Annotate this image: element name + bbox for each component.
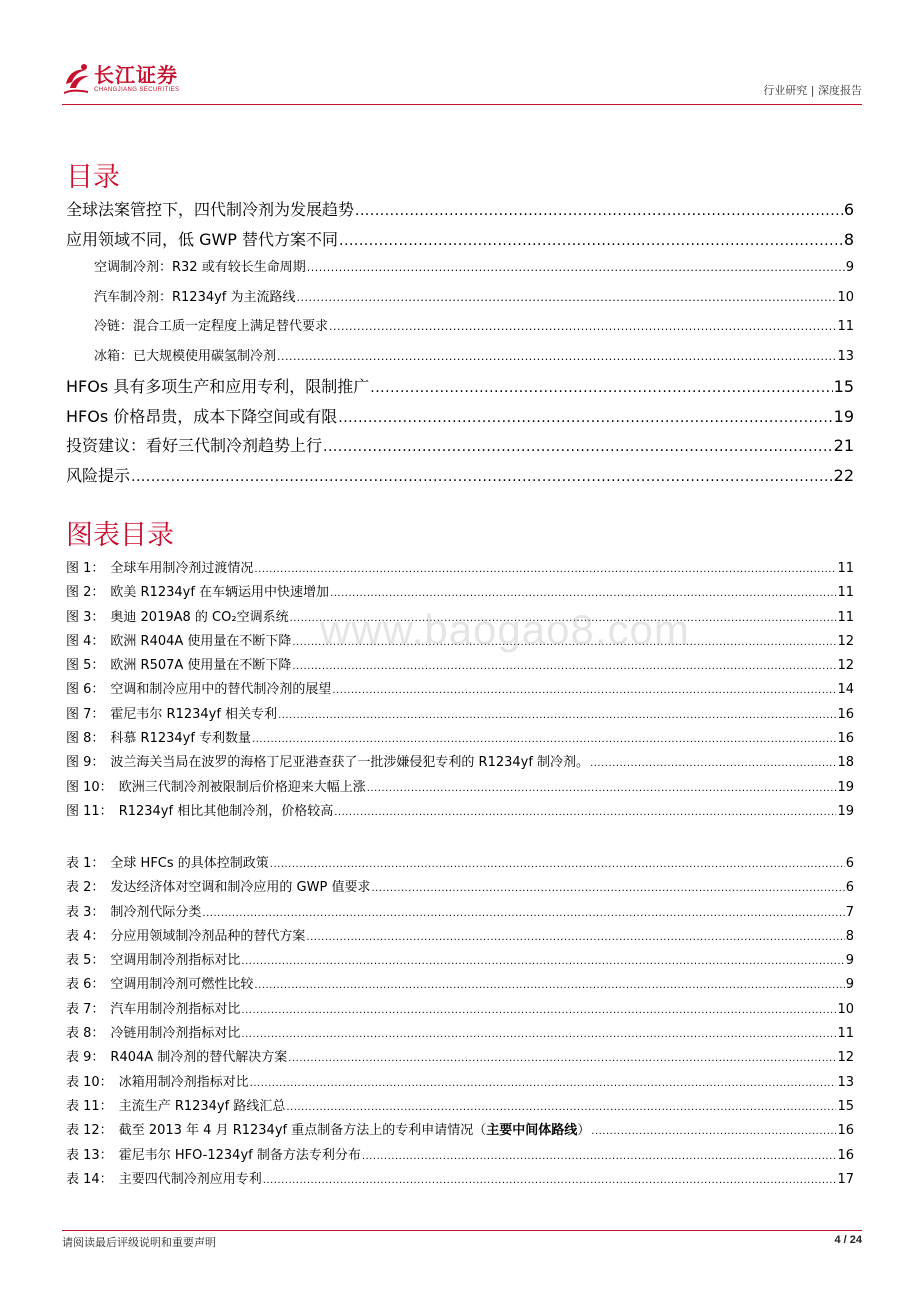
toc-entry-page: 6 xyxy=(843,200,854,219)
dot-leader xyxy=(254,977,844,992)
changjiang-logo-icon xyxy=(62,62,92,96)
chart-list xyxy=(66,557,854,824)
toc-entry-page: 10 xyxy=(837,289,854,305)
dot-leader xyxy=(290,610,837,625)
dot-leader xyxy=(292,658,836,673)
page-header xyxy=(62,62,862,104)
dot-leader xyxy=(277,349,836,364)
entry-label xyxy=(66,678,331,697)
dot-leader xyxy=(241,1026,836,1041)
entry-title: 科慕 R1234yf 专利数量 xyxy=(110,731,252,747)
entry-label xyxy=(66,1046,287,1065)
logo-chinese-name: 长江证券 xyxy=(94,63,178,87)
toc-entry[interactable] xyxy=(66,404,854,434)
toc-entry[interactable] xyxy=(66,256,854,286)
toc-entry-label: HFOs 价格昂贵，成本下降空间或有限 xyxy=(66,406,338,426)
dot-leader xyxy=(252,731,836,746)
chart-entry[interactable] xyxy=(66,581,854,605)
entry-label xyxy=(66,1119,590,1138)
entry-page: 11 xyxy=(837,609,854,625)
toc-entry-page: 8 xyxy=(843,229,854,249)
toc-entry-label: 冰箱：已大规模使用碳氢制冷剂 xyxy=(94,348,277,364)
toc-title: 目录 xyxy=(66,162,120,193)
toc-entry-label: 空调制冷剂：R32 或有较长生命周期 xyxy=(94,260,306,275)
toc-entry-label: 应用领域不同，低 GWP 替代方案不同 xyxy=(66,229,339,249)
entry-title: 欧洲 R507A 使用量在不断下降 xyxy=(110,658,292,674)
entry-page: 15 xyxy=(837,1098,854,1114)
entry-title: 欧洲三代制冷剂被限制后价格迎来大幅上涨 xyxy=(118,779,366,795)
entry-prefix: 图 2： xyxy=(66,585,105,601)
entry-prefix: 图 1： xyxy=(66,561,105,576)
entry-label xyxy=(66,630,291,649)
entry-page: 17 xyxy=(837,1171,854,1187)
entry-prefix: 表 12： xyxy=(66,1123,113,1139)
entry-title: 主要四代制冷剂应用专利 xyxy=(118,1171,262,1187)
dot-leader xyxy=(278,707,836,722)
entry-prefix: 图 9： xyxy=(66,755,105,771)
dot-leader xyxy=(339,230,843,249)
chart-entry[interactable] xyxy=(66,703,854,727)
disclaimer-note: 请阅读最后评级说明和重要声明 xyxy=(62,1236,216,1249)
entry-label xyxy=(66,973,253,992)
entry-page: 18 xyxy=(837,755,854,771)
toc-entry-page: 9 xyxy=(845,260,854,275)
dot-leader xyxy=(286,1099,836,1114)
chart-entry[interactable] xyxy=(66,606,854,630)
dot-leader xyxy=(250,1075,837,1090)
entry-page: 12 xyxy=(837,658,854,674)
dot-leader xyxy=(307,260,845,275)
dot-leader xyxy=(334,804,836,819)
entry-page: 11 xyxy=(837,1026,854,1042)
toc-entry[interactable] xyxy=(66,286,854,316)
entry-label xyxy=(66,800,333,819)
chart-entry[interactable] xyxy=(66,630,854,654)
entry-page: 8 xyxy=(845,928,854,944)
entry-page: 14 xyxy=(837,682,854,698)
table-entry[interactable] xyxy=(66,1168,854,1192)
entry-page: 12 xyxy=(837,1050,854,1066)
toc-entry[interactable] xyxy=(66,463,854,493)
entry-prefix: 图 11： xyxy=(66,803,113,819)
entry-title: R404A 制冷剂的替代解决方案 xyxy=(110,1050,288,1066)
entry-label xyxy=(66,852,269,871)
dot-leader xyxy=(370,377,832,396)
entry-title: 空调用制冷剂可燃性比较 xyxy=(110,977,254,993)
table-entry[interactable] xyxy=(66,901,854,925)
company-logo xyxy=(62,62,179,96)
entry-label xyxy=(66,654,291,673)
entry-prefix: 图 8： xyxy=(66,731,105,747)
toc-entry[interactable] xyxy=(66,315,854,345)
dot-leader xyxy=(254,561,836,576)
entry-title: 截至 2013 年 4 月 R1234yf 重点制备方法上的专利申请情况（ xyxy=(118,1123,487,1139)
entry-title-tail: ） xyxy=(577,1123,591,1139)
entry-title: R1234yf 相比其他制冷剂，价格较高 xyxy=(118,803,334,819)
table-of-contents xyxy=(66,197,854,492)
dot-leader xyxy=(263,1172,837,1187)
entry-title: 霍尼韦尔 HFO-1234yf 制备方法专利分布 xyxy=(118,1147,361,1163)
entry-title: 欧美 R1234yf 在车辆运用中快速增加 xyxy=(110,585,330,601)
toc-entry-page: 19 xyxy=(833,406,854,426)
toc-entry-page: 13 xyxy=(837,348,854,364)
toc-entry-page: 11 xyxy=(837,319,854,334)
logo-english-name: CHANGJIANG SECURITIES xyxy=(94,87,180,93)
toc-entry-label: 风险提示 xyxy=(66,465,131,485)
entry-page: 19 xyxy=(837,779,854,795)
entry-label xyxy=(66,876,370,895)
table-entry[interactable] xyxy=(66,1119,854,1143)
entry-title: 冰箱用制冷剂指标对比 xyxy=(118,1074,249,1090)
dot-leader xyxy=(131,466,833,485)
entry-prefix: 表 2： xyxy=(66,880,105,896)
entry-page: 11 xyxy=(837,585,854,601)
entry-page: 6 xyxy=(845,880,854,896)
toc-entry-label: HFOs 具有多项生产和应用专利，限制推广 xyxy=(66,377,370,396)
entry-label xyxy=(66,581,329,600)
entry-prefix: 表 4： xyxy=(66,928,105,944)
entry-title: 欧洲 R404A 使用量在不断下降 xyxy=(110,633,292,649)
entry-label xyxy=(66,1095,285,1114)
dot-leader xyxy=(332,682,836,697)
dot-leader xyxy=(323,436,833,455)
figures-title: 图表目录 xyxy=(66,520,174,551)
dot-leader xyxy=(270,856,845,871)
dot-leader xyxy=(292,634,836,649)
entry-page: 13 xyxy=(837,1074,854,1090)
toc-entry-page: 15 xyxy=(833,377,854,396)
header-divider xyxy=(62,104,862,105)
dot-leader xyxy=(355,200,843,219)
toc-entry[interactable] xyxy=(66,345,854,375)
toc-entry-label: 全球法案管控下，四代制冷剂为发展趋势 xyxy=(66,200,355,219)
entry-prefix: 表 1： xyxy=(66,856,105,871)
dot-leader xyxy=(591,1123,836,1138)
table-entry[interactable] xyxy=(66,1144,854,1168)
entry-page: 9 xyxy=(845,953,854,969)
entry-prefix: 表 13： xyxy=(66,1147,113,1163)
entry-label xyxy=(66,703,277,722)
chart-entry[interactable] xyxy=(66,751,854,775)
entry-title: 空调用制冷剂指标对比 xyxy=(110,953,241,969)
toc-entry[interactable] xyxy=(66,374,854,404)
dot-leader xyxy=(202,905,844,920)
toc-entry-label: 汽车制冷剂：R1234yf 为主流路线 xyxy=(94,289,296,305)
entry-page: 16 xyxy=(837,1123,854,1139)
entry-title: 全球 HFCs 的具体控制政策 xyxy=(110,856,269,871)
chart-entry[interactable] xyxy=(66,727,854,751)
chart-entry[interactable] xyxy=(66,776,854,800)
entry-label xyxy=(66,557,253,576)
entry-page: 12 xyxy=(837,633,854,649)
entry-title: 主流生产 R1234yf 路线汇总 xyxy=(118,1098,286,1114)
entry-page: 11 xyxy=(837,561,854,576)
table-list xyxy=(66,852,854,1192)
entry-prefix: 表 6： xyxy=(66,977,105,993)
entry-prefix: 图 5： xyxy=(66,658,105,674)
table-entry[interactable] xyxy=(66,998,854,1022)
table-entry[interactable] xyxy=(66,1046,854,1070)
dot-leader xyxy=(371,880,844,895)
entry-prefix: 图 7： xyxy=(66,706,105,722)
dot-leader xyxy=(329,319,836,334)
entry-prefix: 图 10： xyxy=(66,779,113,795)
entry-prefix: 图 4： xyxy=(66,633,105,649)
entry-title: 空调和制冷应用中的替代制冷剂的展望 xyxy=(110,682,332,698)
footer-divider xyxy=(62,1230,862,1231)
entry-title: 全球车用制冷剂过渡情况 xyxy=(110,561,254,576)
dot-leader xyxy=(241,1002,836,1017)
entry-title-bold: 主要中间体路线 xyxy=(486,1123,578,1139)
dot-leader xyxy=(241,953,844,968)
table-entry[interactable] xyxy=(66,1022,854,1046)
entry-label xyxy=(66,1071,249,1090)
entry-label xyxy=(66,751,589,770)
entry-label xyxy=(66,1144,361,1163)
entry-label xyxy=(66,925,305,944)
entry-prefix: 表 7： xyxy=(66,1001,105,1017)
toc-entry[interactable] xyxy=(66,227,854,257)
entry-page: 6 xyxy=(845,856,854,871)
entry-title: 冷链用制冷剂指标对比 xyxy=(110,1026,241,1042)
table-entry[interactable] xyxy=(66,949,854,973)
entry-page: 16 xyxy=(837,706,854,722)
table-entry[interactable] xyxy=(66,925,854,949)
entry-title: 制冷剂代际分类 xyxy=(110,904,202,920)
entry-label xyxy=(66,949,240,968)
toc-entry-label: 投资建议：看好三代制冷剂趋势上行 xyxy=(66,436,323,455)
dot-leader xyxy=(297,290,837,305)
entry-label xyxy=(66,901,201,920)
dot-leader xyxy=(590,755,836,770)
entry-title: 波兰海关当局在波罗的海格丁尼亚港查获了一批涉嫌侵犯专利的 R1234yf 制冷剂。 xyxy=(110,755,590,771)
watermark: www.baogao8.com xyxy=(320,606,690,653)
entry-prefix: 表 3： xyxy=(66,904,105,920)
table-entry[interactable] xyxy=(66,1071,854,1095)
toc-entry[interactable] xyxy=(66,433,854,463)
entry-prefix: 表 5： xyxy=(66,953,105,969)
entry-title: 汽车用制冷剂指标对比 xyxy=(110,1001,241,1017)
entry-title: 奥迪 2019A8 的 CO₂空调系统 xyxy=(110,609,289,625)
entry-prefix: 图 6： xyxy=(66,682,105,698)
entry-prefix: 表 14： xyxy=(66,1171,113,1187)
entry-prefix: 表 10： xyxy=(66,1074,113,1090)
toc-entry-page: 22 xyxy=(833,465,854,485)
table-entry[interactable] xyxy=(66,1095,854,1119)
toc-entry-label: 冷链：混合工质一定程度上满足替代要求 xyxy=(94,319,329,334)
entry-label xyxy=(66,727,251,746)
dot-leader xyxy=(288,1050,836,1065)
table-entry[interactable] xyxy=(66,876,854,900)
entry-label xyxy=(66,1168,262,1187)
dot-leader xyxy=(306,929,844,944)
entry-prefix: 图 3： xyxy=(66,609,105,625)
entry-prefix: 表 11： xyxy=(66,1098,113,1114)
toc-entry-page: 21 xyxy=(833,436,854,455)
entry-prefix: 表 8： xyxy=(66,1026,105,1042)
entry-label xyxy=(66,606,289,625)
page-indicator: 4 / 24 xyxy=(834,1234,862,1246)
chart-entry[interactable] xyxy=(66,800,854,824)
entry-page: 16 xyxy=(837,1147,854,1163)
entry-page: 10 xyxy=(837,1001,854,1017)
entry-page: 16 xyxy=(837,731,854,747)
entry-page: 19 xyxy=(837,803,854,819)
dot-leader xyxy=(367,780,837,795)
chart-entry[interactable] xyxy=(66,557,854,581)
entry-page: 7 xyxy=(845,904,854,920)
entry-label xyxy=(66,776,366,795)
chart-entry[interactable] xyxy=(66,678,854,702)
entry-label xyxy=(66,998,240,1017)
entry-label xyxy=(66,1022,240,1041)
entry-page: 9 xyxy=(845,977,854,993)
entry-title: 霍尼韦尔 R1234yf 相关专利 xyxy=(110,706,278,722)
toc-entry[interactable] xyxy=(66,197,854,227)
dot-leader xyxy=(362,1148,837,1163)
entry-title: 分应用领域制冷剂品种的替代方案 xyxy=(110,928,306,944)
entry-title: 发达经济体对空调和制冷应用的 GWP 值要求 xyxy=(110,880,371,896)
dot-leader xyxy=(338,407,832,426)
table-entry[interactable] xyxy=(66,852,854,876)
table-entry[interactable] xyxy=(66,973,854,997)
dot-leader xyxy=(330,585,836,600)
chart-entry[interactable] xyxy=(66,654,854,678)
entry-prefix: 表 9： xyxy=(66,1050,105,1066)
report-type-label: 行业研究 | 深度报告 xyxy=(763,84,862,97)
